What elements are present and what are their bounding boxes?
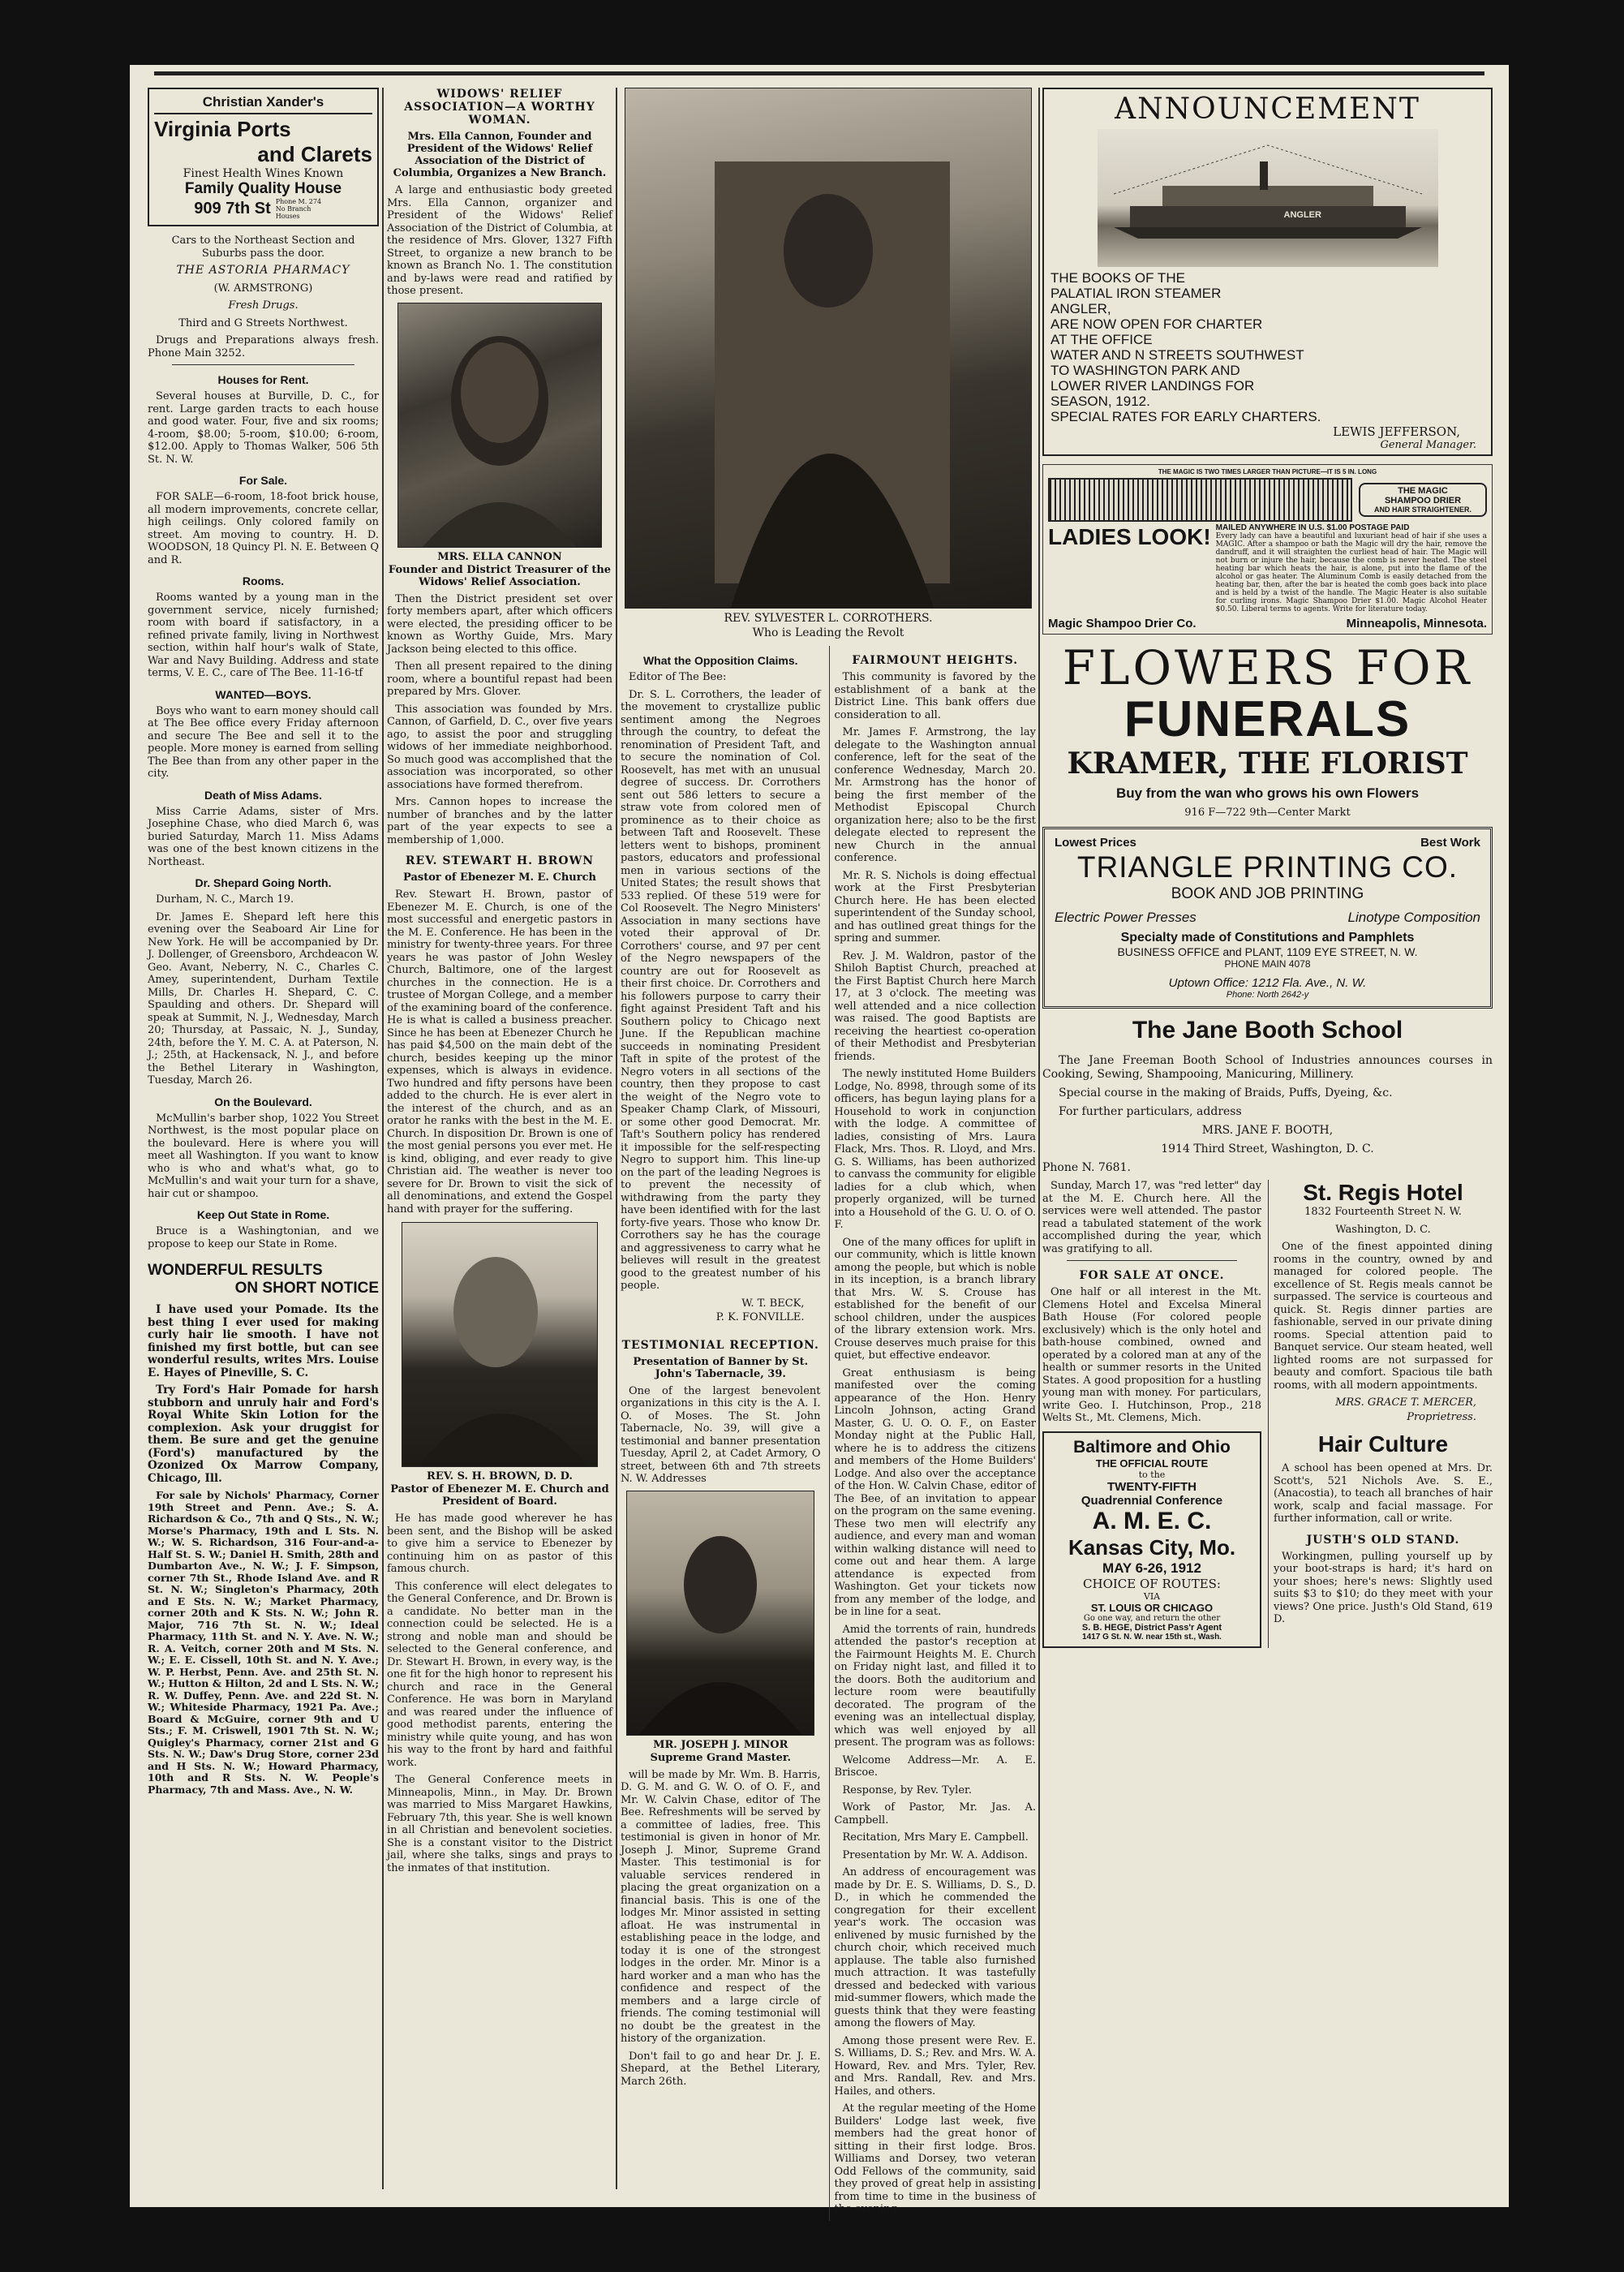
widows-p4: This association was founded by Mrs. Cannon, of Garfield, D. C., over five years ago, to assist the poor and struggling widows of her immediate neighborhood. So much good was accomplished that the association was incorporated, so other associations have formed therefrom. — [387, 703, 612, 791]
ladies-look: LADIES LOOK! — [1048, 524, 1211, 549]
opposition-p1: Dr. S. L. Corrothers, the leader of the movement to crystallize public sentiment among the Negroes through the country, to defeat the renomination of President Taft, and to secure the nomination of Col. Roosevelt, has met with an unusual degree of success. Dr. Corrothers sent out 586 letters to secure a straw vote from colored men of prominence as to their choice as between Taft and Roosevelt. These letters went to bishops, prominent pastors, educators and professional men in various sections of the United States; the result shows that 533 replied. Of these 519 were for Col Roosevelt. The Negro Ministers' Association in many sections have voted their approval of Dr. Corrothers' course, and 97 per cent of the Negro newspapers of the country are out for Roosevelt as their first choice. Dr. Corrothers and his followers purpose to carry their fight against President Taft and his Southern policy to Chicago next June. If the Republican machine succeeds in nominating President Taft in spite of the protest of the Negro voters in all sections of the country, then they propose to cast the weight of the Negro vote to Speaker Champ Clark, of Missouri, or some other good Democrat. Mr. Taft's Southern policy has rendered it impossible for the self-respecting Negro to support him. This line-up on the part of the leading Negroes is to prevent the necessity of withdrawing from the party they have been identified with for the last forty-five years. Those who know Dr. Corrothers say he has the courage and aggressiveness to carry what he believes will result in the greatest good to the greatest number of his people. — [621, 688, 821, 1292]
magic-city: Minneapolis, Minnesota. — [1346, 617, 1487, 630]
justh-text: Workingmen, pulling yourself up by your boot-straps is hard; it's hard on your shoes; here's news: Slightly used suits $3 to $10; do they meet with your views? One price. Justh's Old Stand, 619 D. — [1274, 1550, 1493, 1625]
xander-ad — [148, 88, 379, 226]
stregis-addr2: Washington, D. C. — [1335, 1223, 1431, 1236]
column-4 — [1042, 88, 1493, 2189]
booth-p4: MRS. JANE F. BOOTH, — [1201, 1124, 1334, 1137]
fairmount-p4: Rev. J. M. Waldron, pastor of the Shiloh Baptist Church, preached at the First Baptist Church here March 17, at 3 o'clock. The meeting was well attended and a nice collection was raised. The good Baptists are receiving the heartiest co-operation of their Methodist and Presbyterian friends. — [834, 949, 1036, 1063]
announcement-line: SPECIAL RATES FOR EARLY CHARTERS. — [1050, 409, 1321, 424]
bo-l5: Quadrennial Conference — [1081, 1493, 1223, 1508]
widows-p3: Then all present repaired to the dining room, where a bountiful repast had been prepared by Mrs. Glover. — [387, 661, 612, 698]
booth-p5: 1914 Third Street, Washington, D. C. — [1161, 1142, 1374, 1155]
brown-caption1: REV. S. H. BROWN, D. D. — [427, 1470, 573, 1482]
rooms-text: Rooms wanted by a young man in the government service, nicely furnished; room with board if satisfactory, in a refined private family, living in Northwest section, within half hour's walk of State, War and Navy Building. Address and state terms, V. E. C., care of The Bee. 11-16-tf — [148, 592, 379, 679]
bo-l1: Baltimore and Ohio — [1073, 1437, 1231, 1457]
booth-p6: Phone N. 7681. — [1042, 1161, 1131, 1174]
announcement-line: PALATIAL IRON STEAMER — [1050, 286, 1222, 301]
fairmount-p7: Great enthusiasm is being manifested over the coming appearance of the Hon. Henry Lincoln Johnson, acting Grand Master, G. U. O. O. F., on Easter Monday night at the Public Hall, where he is to address the citizens and members of the Home Builders' Lodge. And also over the acceptance of the Hon. W. Calvin Chase, editor of The Bee, of an invitation to appear on the program on the same evening. These two men will electrify any audience, and every man and woman within walking distance will need to come out and hear them. A large attendance is expected from Washington. Get your tickets now from any member of the lodge, and be in line for a seat. — [834, 1366, 1036, 1618]
wonderful-title2: ON SHORT NOTICE — [234, 1280, 379, 1297]
minor-photo — [626, 1491, 814, 1736]
death-title: Death of Miss Adams. — [204, 788, 322, 802]
minor-caption2: Supreme Grand Master. — [650, 1751, 792, 1764]
announcement-ad — [1042, 88, 1493, 456]
brown-caption2: Pastor of Ebenezer M. E. Church and President of Board. — [390, 1483, 609, 1508]
bo-ad — [1042, 1431, 1261, 1648]
testimonial-sub: Presentation of Banner by St. John's Tabernacle, 39. — [633, 1355, 809, 1380]
top-rule — [154, 71, 1484, 75]
steamer-label: ANGLER — [1283, 210, 1321, 220]
brown-p4: The General Conference meets in Minneapolis, Minn., in May. Dr. Brown was married to Miss Margaret Hawkins, February 7th, this year. She is well known in all Christian and benevolent societies. She is a constant visitor to the District jail, where she talks, sings and prays to the inmates of that institution. — [387, 1774, 612, 1874]
hair-text: A school has been opened at Mrs. Dr. Scott's, 521 Nichols Ave. S. E., (Anacostia), to teach all branches of hair work, scalp and facial massage. For further information, call or write. — [1274, 1462, 1493, 1525]
bo-l12: Go one way, and return the other — [1083, 1613, 1221, 1623]
testimonial-p2: will be made by Mr. Wm. B. Harris, D. G. M. and G. W. O. of O. F., and Mr. W. Calvin Chase, editor of The Bee. Refreshments will be served by a committee of ladies, free. This testimonial is given in honor of Mr. Joseph J. Minor, Supreme Grand Master. This testimonial is for valuable services rendered in placing the great organization on a financial basis. This is one of the lodges Mr. Minor assisted in setting afloat. He was instrumental in establishing peace in the lodge, and today it is one of the strongest lodges in the order. Mr. Minor is a hard worker and a man who has the confidence and respect of the members and a large circle of friends. The coming testimonial will no doubt be the greatest in the history of the organization. — [621, 1768, 821, 2045]
booth-p1: The Jane Freeman Booth School of Industries announces courses in Cooking, Sewing, Shampooing, Manicuring, Millinery. — [1042, 1054, 1493, 1081]
kramer-ad — [1042, 640, 1493, 819]
bo-l4: TWENTY-FIFTH — [1107, 1479, 1197, 1494]
fairmount-p8: Amid the torrents of rain, hundreds attended the pastor's reception at the Fairmount Heights M. E. Church on Friday night last, and filled it to the doors. Both the auditorium and lecture room were beautifully decorated. The program of the evening was an intellectual display, which was well enjoyed by all present. The program was as follows: — [834, 1623, 1036, 1749]
astoria-line1: Cars to the Northeast Section and Suburbs pass the door. — [171, 235, 355, 260]
magic-top: THE MAGIC IS TWO TIMES LARGER THAN PICTURE—IT IS 5 IN. LONG — [1158, 468, 1377, 475]
triangle-phone: PHONE MAIN 4078 — [1224, 958, 1311, 970]
opposition-sig1: W. T. BECK, — [741, 1297, 805, 1310]
ella-caption2: Founder and District Treasurer of the Widows' Relief Association. — [388, 563, 612, 588]
corrothers-caption1: REV. SYLVESTER L. CORROTHERS. — [724, 612, 933, 625]
announcement-line: WATER AND N STREETS SOUTHWEST — [1050, 347, 1304, 363]
boulevard-title: On the Boulevard. — [214, 1095, 312, 1108]
xander-wines: Finest Health Wines Known — [183, 167, 344, 180]
wonderful-p1: I have used your Pomade. Its the best thing I ever used for making curly hair lie smooth. I have not finished my first bottle, but can see wonderful results, writes Mrs. Louise E. Hayes of Pineville, S. C. — [148, 1303, 379, 1379]
booth-p3: For further particulars, address — [1059, 1105, 1242, 1118]
magic-ad — [1042, 464, 1493, 635]
brown-title: REV. STEWART H. BROWN — [405, 854, 595, 867]
widows-sub: Mrs. Ella Cannon, Founder and President of the Widows' Relief Association of the District of Columbia, Organizes a New Branch. — [393, 131, 607, 179]
triangle-addr: BUSINESS OFFICE and PLANT, 1109 EYE STREET, N. W. — [1117, 945, 1418, 958]
magic-body: Every lady can have a beautiful and luxuriant head of hair if she uses a MAGIC. After a shampoo or bath the Magic will dry the hair, remove the dandruff, and it will straighten the curliest head of hair. The Magic will not burn or injure the hair, because the comb is never heated. The steel heating bar which heats the hair, is alone, put into the flame of the alcohol or gas heater. The Aluminum Comb is easily detached from the heating bar, then, after the bar is heated the comb goes back into place and is held by a twist of the handle. The Magic Heater is also suitable for curling irons. Magic Shampoo Drier $1.00. Magic Alcohol Heater $0.50. Liberal terms to agents. Write for literature today. — [1215, 532, 1487, 613]
minor-caption1: MR. JOSEPH J. MINOR — [653, 1738, 788, 1751]
triangle-uptown-phone: Phone: North 2642-y — [1226, 990, 1309, 1000]
column-3 — [621, 88, 1036, 2215]
stregis-sig2: Proprietress. — [1407, 1410, 1476, 1423]
testimonial-p3: Don't fail to go and hear Dr. J. E. Shepard, at the Bethel Literary, March 26th. — [621, 2050, 821, 2088]
stregis-text: One of the finest appointed dining rooms in the country, owned by and managed for colored people. The excellence of St. Regis meals cannot be surpassed. The service is courteous and quick. St. Regis dinner parties are fashionable, served in our private dining rooms. Special attention paid to Banquet service. Our steam heated, well lighted rooms are not surpassed for beauty and comfort. Spacious tile bath rooms, with all modern appointments. — [1274, 1241, 1493, 1392]
announcement-line: SEASON, 1912. — [1050, 394, 1150, 409]
ella-cannon-photo — [397, 303, 602, 548]
testimonial-title: TESTIMONIAL RECEPTION. — [621, 1338, 819, 1352]
houses-title: Houses for Rent. — [217, 373, 309, 386]
stregis-title: St. Regis Hotel — [1303, 1180, 1463, 1205]
opposition-sig2: P. K. FONVILLE. — [715, 1311, 805, 1323]
wonderful-p2: Try Ford's Hair Pomade for harsh stubborn and unruly hair and Ford's Royal White Skin Lotion for the complexion. Ask your druggist for them. Be sure and get the genuine (Ford's) manufactured by the Ozonized Ox Marrow Company, Chicago, Ill. — [148, 1383, 379, 1485]
astoria-owner: (W. ARMSTRONG) — [213, 282, 313, 295]
corrothers-caption2: Who is Leading the Revolt — [752, 626, 904, 639]
bo-l3: to the — [1138, 1469, 1166, 1480]
boys-text: Boys who want to earn money should call at The Bee office every Friday afternoon and secure The Bee and sell it to the people. More money is earned from selling The Bee than from any other paper in the city. — [148, 704, 379, 780]
announcement-text — [1050, 270, 1484, 424]
widows-p2: Then the District president set over forty members apart, after which officers were elected, the presiding officer to be known as Worthy Guide, Mrs. Mary Jackson being elected to this office. — [387, 592, 612, 656]
astoria-name: THE ASTORIA PHARMACY — [176, 264, 350, 277]
announcement-title: ANNOUNCEMENT — [1115, 93, 1420, 126]
column-2 — [387, 88, 612, 2189]
kramer-l2: FUNERALS — [1123, 691, 1411, 747]
forsale-title: For Sale. — [238, 474, 288, 487]
column-rule — [382, 88, 384, 2189]
death-text: Miss Carrie Adams, sister of Mrs. Josephine Chase, who died March 6, was buried Saturday, March 11. Miss Adams was one of the best known citizens in the Northeast. — [148, 805, 379, 868]
wonderful-p3: For sale by Nichols' Pharmacy, Corner 19th Street and Penn. Ave.; S. A. Richardson & Co., 7th and Q Sts., N. W.; Morse's Pharmacy, 19th and L Sts. N. W.; W. S. Richardson, 316 Four-and-a-Half St. S. W.; Daniel H. Smith, 28th and Dumbarton Ave., N. W.; J. F. Simpson, corner 7th St., Rhode Island Ave. and R St. N. W.; Singleton's Pharmacy, 20th and E Sts. N. W.; Market Pharmacy, corner 20th and K Sts. N. W.; John R. Major, 716 7th St. N. W.; Ideal Pharmacy, 11th St. and N. Y. Ave. N. W.; R. A. Veitch, corner 20th and M Sts. N. W.; E. E. Cissell, 10th St. and N. Y. Ave.; W. P. Herbst, Penn. Ave. and 25th St. N. W.; Hutton & Hilton, 2d and L Sts. N. W.; R. W. Duffey, Penn. Ave. and 22d St. N. W.; Whiteside Pharmacy, 1921 Pa. Ave.; Board & McGuire, corner 9th and U Sts.; F. M. Criswell, 1901 7th St. N. W.; Quigley's Pharmacy, corner 21st and G Sts. N. W.; Daw's Drug Store, corner 23d and H Sts. N. W.; Howard Pharmacy, 10th and R Sts. N. W. People's Pharmacy, 7th and Mass. Ave., N. W. — [148, 1489, 379, 1796]
shepard-p1: Durham, N. C., March 19. — [156, 893, 294, 906]
opposition-title: What the Opposition Claims. — [642, 654, 798, 667]
newspaper-page — [130, 65, 1509, 2215]
astoria-line2: Drugs and Preparations always fresh. Phone Main 3252. — [148, 334, 379, 359]
booth-p2: Special course in the making of Braids, Puffs, Dyeing, &c. — [1059, 1087, 1393, 1099]
kramer-l1: FLOWERS FOR — [1062, 640, 1473, 695]
col4-right — [1268, 1180, 1493, 1648]
boulevard-text2: Bruce is a Washingtonian, and we propose to keep our State in Rome. — [148, 1225, 379, 1250]
boulevard-sub: Keep Out State in Rome. — [196, 1208, 330, 1221]
column-rule — [616, 88, 617, 2189]
fairmount-p1: This community is favored by the establishment of a bank at the District Line. This bank offers due consideration to all. — [834, 671, 1036, 721]
magic-brand3: AND HAIR STRAIGHTENER. — [1373, 506, 1471, 514]
triangle-p2: Linotype Composition — [1347, 910, 1480, 925]
magic-brand1: THE MAGIC — [1398, 486, 1448, 496]
triangle-name: TRIANGLE PRINTING CO. — [1076, 850, 1459, 884]
kramer-l4: Buy from the wan who grows his own Flowers — [1115, 785, 1420, 801]
xander-family: Family Quality House — [184, 180, 342, 197]
houses-text: Several houses at Burville, D. C., for rent. Large garden tracts to each house and good water. Four, five and six rooms; 4-room, $8.00; 5-room, $10.00; 6-room, $12.00. Apply to Thomas Walker, 506 5th St. N. W. — [148, 390, 379, 466]
fairmount-p2: Mr. James F. Armstrong, the lay delegate to the Washington annual conference, left for the seat of the conference Wednesday, March 20. Mr. Armstrong has the honor of being the first member of the Methodist Episcopal Church organization here; also to be the first delegate elected to represent the new Church in the annual conference. — [834, 726, 1036, 864]
shepard-p2: Dr. James E. Shepard left here this evening over the Seaboard Air Line for New York. He will be accompanied by Dr. J. Dollenger, of Greensboro, Archdeacon W. Geo. Avant, Neberry, N. C., Charles C. Amey, superintendent, Durham Textile Mills, Dr. Charles H. Shepard, C. C. Spaulding and others. Dr. Shepard will speak at Summit, N. J., Wednesday, March 20; Thursday, at Passaic, N. J., Sunday, 24th, before the Y. M. C. A. at Paterson, N. J.; 25th, at Hackensack, N. J., and before the Bethel Literary in Washington, Tuesday, March 26. — [148, 910, 379, 1087]
brown-p2: He has made good wherever he has been sent, and the Bishop will be asked to give him a service to Ebenezer by continuing him on as pastor of this famous church. — [387, 1513, 612, 1575]
rooms-title: Rooms. — [242, 574, 285, 587]
fairmount-p6: One of the many offices for uplift in our community, which is little known among the people, but which is noble in its inception, is a branch library that Mrs. W. S. Crouse has established for the benefit of our school children, under the auspices of the library extension work. Mrs. Crouse deserves much praise for this quiet, but effective endeavor. — [834, 1236, 1036, 1362]
testimonial-p1: One of the largest benevolent organizations in this city is the A. I. O. of Moses. The St. John Tabernacle, No. 39, will give a testimonial and banner presentation Tuesday, April 2, at Cadet Armory, O street, between 6th and 7th streets N. W. Addresses — [621, 1384, 821, 1485]
fairmount-article — [829, 646, 1036, 2221]
kramer-l5: 916 F—722 9th—Center Markt — [1184, 807, 1351, 819]
fairmount-p5: The newly instituted Home Builders Lodge, No. 8998, through some of its officers, has begun laying plans for a Household to work in conjunction with the lodge. A committee of ladies, consisting of Mrs. Laura Flack, Mrs. Thos. R. Lloyd, and Mrs. G. S. Williams, has been authorized to canvass the community for eligible ladies for a club which, when properly organized, will be turned into a Household of the G. U. O. of O. F. — [834, 1068, 1036, 1231]
brown-photo — [402, 1222, 598, 1467]
bo-l9: CHOICE OF ROUTES: — [1083, 1576, 1221, 1591]
announcement-line: TO WASHINGTON PARK AND — [1050, 363, 1240, 378]
magic-brand2: SHAMPOO DRIER — [1384, 496, 1462, 506]
boys-title: WANTED—BOYS. — [215, 687, 311, 701]
triangle-p1: Electric Power Presses — [1055, 910, 1197, 925]
astoria-ad — [148, 235, 379, 359]
widows-p5: Mrs. Cannon hopes to increase the number of branches and by the latter part of the year expects to see a membership of 1,000. — [387, 796, 612, 846]
xander-phone: Phone M. 274 No Branch Houses — [275, 198, 322, 220]
announcement-line: THE BOOKS OF THE — [1050, 270, 1185, 286]
booth-title: The Jane Booth School — [1132, 1017, 1403, 1043]
xander-clarets: and Clarets — [257, 142, 372, 166]
forsale-once-text: One half or all interest in the Mt. Clemens Hotel and Excelsa Mineral Bath House (For colored people exclusively) which is the only hotel and bath-house combined, owned and operated by a colored man at any of the health or summer resorts in the United States. A good proposition for a hustling young man with money. For particulars, write Geo. I. Hutchinson, Prop., 218 Welts St., Mt. Clemens, Mich. — [1042, 1286, 1261, 1424]
brown-sub: Pastor of Ebenezer M. E. Church — [403, 871, 596, 884]
announcement-sig: LEWIS JEFFERSON, — [1333, 424, 1460, 439]
stregis-addr1: 1832 Fourteenth Street N. W. — [1304, 1206, 1462, 1218]
bo-l7: Kansas City, Mo. — [1068, 1534, 1236, 1560]
announcement-line: AT THE OFFICE — [1050, 332, 1153, 347]
widows-title: WIDOWS' RELIEF ASSOCIATION—A WORTHY WOMAN. — [404, 88, 595, 127]
divider — [1067, 1260, 1237, 1261]
xander-address: 909 7th St — [194, 200, 271, 217]
forsale-once-title: FOR SALE AT ONCE. — [1079, 1269, 1225, 1282]
bo-l14: 1417 G St. N. W. near 15th st., Wash. — [1082, 1632, 1222, 1642]
fairmount-p10: Response, by Rev. Tyler. — [842, 1784, 972, 1797]
wonderful-title1: WONDERFUL RESULTS — [148, 1262, 323, 1279]
triangle-left: Lowest Prices — [1055, 836, 1136, 850]
fairmount-p9: Welcome Address—Mr. A. E. Briscoe. — [834, 1753, 1036, 1779]
fairmount-p12: Recitation, Mrs Mary E. Campbell. — [842, 1831, 1029, 1844]
fairmount-p13: Presentation by Mr. W. A. Addison. — [842, 1848, 1028, 1861]
magic-mailed: MAILED ANYWHERE IN U.S. $1.00 POSTAGE PAID — [1215, 523, 1410, 532]
xander-ports: Virginia Ports — [154, 117, 291, 141]
comb-icon — [1048, 478, 1352, 522]
bo-l8: MAY 6-26, 1912 — [1102, 1560, 1201, 1576]
magic-company: Magic Shampoo Drier Co. — [1048, 617, 1197, 630]
justh-title: JUSTH'S OLD STAND. — [1306, 1533, 1460, 1547]
fairmount-p11: Work of Pastor, Mr. Jas. A. Campbell. — [834, 1801, 1036, 1827]
booth-ad — [1042, 1017, 1493, 1175]
fairmount-p16: At the regular meeting of the Home Builders' Lodge last week, five members had the great honor of sitting in their first lodge. Bros. Williams and Dorsey, two veteran Odd Fellows of the community, said they proved of great help in assisting from time to time in the business of the evening. — [834, 2102, 1036, 2215]
stregis-sig1: MRS. GRACE T. MERCER, — [1335, 1396, 1476, 1409]
opposition-article — [621, 646, 821, 2221]
opposition-p0: Editor of The Bee: — [629, 671, 727, 683]
corrothers-photo — [625, 88, 1032, 609]
fairmount-p14: An address of encouragement was made by Dr. E. S. Williams, D. S., D. D., in which he commended the congregation for their excellent year's work. The occasion was enlivened by music furnished by the church choir, which received much applause. The table also furnished much attraction. It was tastefully dressed and bedecked with various mid-summer flowers, which made the guests think that they were feasting among the flowers of May. — [834, 1866, 1036, 2029]
forsale-text: FOR SALE—6-room, 18-foot brick house, all modern improvements, concrete cellar, high ceilings. Only colored family on street. Am moving to country. H. D. WOODSON, 18 Quincy Pl. N. E. Between Q and R. — [148, 491, 379, 566]
fairmount-p15: Among those present were Rev. E. S. Williams, D. S.; Rev. and Mrs. W. A. Howard, Rev. and Mrs. Tyler, Rev. and Mrs. Randall, Rev. and Mrs. Hailes, and others. — [834, 2034, 1036, 2098]
fairmount-p3: Mr. R. S. Nichols is doing effectual work at the First Presbyterian Church here. He has been elected superintendent of the Sunday school, and has outlined great things for the spring and summer. — [834, 869, 1036, 945]
column-1 — [148, 88, 379, 2189]
kramer-l3: KRAMER, THE FLORIST — [1067, 747, 1468, 781]
astoria-address: Third and G Streets Northwest. — [178, 316, 348, 329]
steamer-picture — [1098, 129, 1438, 267]
widows-p1: A large and enthusiastic body greeted Mrs. Ella Cannon, organizer and President of the Widows' Relief Association of the District of Columbia, at the residence of Mrs. Glover, 1327 Fifth Street, to organize a new branch to be known as Branch No. 1. The constitution and by-laws were read and ratified by those present. — [387, 184, 612, 297]
ella-caption1: MRS. ELLA CANNON — [437, 550, 562, 563]
bo-l2: THE OFFICIAL ROUTE — [1095, 1457, 1209, 1469]
astoria-drugs: Fresh Drugs. — [228, 299, 299, 312]
announcement-line: ARE NOW OPEN FOR CHARTER — [1050, 316, 1263, 332]
triangle-right: Best Work — [1420, 836, 1480, 850]
triangle-sub: BOOK AND JOB PRINTING — [1171, 885, 1364, 902]
fairmount-title: FAIRMOUNT HEIGHTS. — [852, 654, 1019, 667]
bo-l11: ST. LOUIS OR CHICAGO — [1090, 1601, 1214, 1614]
divider — [172, 364, 354, 365]
bo-l10: VIA — [1143, 1590, 1161, 1602]
announcement-line: LOWER RIVER LANDINGS FOR — [1050, 378, 1255, 394]
triangle-spec: Specialty made of Constitutions and Pamphlets — [1120, 931, 1415, 945]
triangle-ad — [1042, 827, 1493, 1009]
triangle-uptown: Uptown Office: 1212 Fla. Ave., N. W. — [1168, 976, 1367, 990]
announcement-sig2: General Manager. — [1380, 439, 1476, 451]
col4-left — [1042, 1180, 1261, 1648]
xander-title: Christian Xander's — [154, 94, 372, 114]
announcement-line: ANGLER, — [1050, 301, 1111, 316]
shepard-title: Dr. Shepard Going North. — [195, 876, 332, 889]
brown-p1: Rev. Stewart H. Brown, pastor of Ebenezer M. E. Church, is one of the most successful and energetic pastors in the M. E. Conference. He has been in the ministry for twenty-three years. For three years he was pastor of John Wesley Church, Baltimore, one of the largest churches in the connection. He is a trustee of Morgan College, and a member of the examining board of the conference. He is what is called a business preacher. Since he has been at Ebenezer Church he has paid $4,500 on the main debt of the church, besides keeping up the minor expenses, which is always in evidence. Two hundred and fifty persons have been added to the church. He is ever alert in the interest of the church, and as an orator he ranks with the best in the M. E. Church. In disposition Dr. Brown is one of the most genial persons you ever met. He is kind, obliging, and ever ready to give Christian aid. The weather is never too severe for Dr. Brown to visit the sick of all denominations, and extend the Gospel hand with prayer for the suffering. — [387, 889, 612, 1216]
bo-l13: S. B. HEGE, District Pass'r Agent — [1081, 1622, 1222, 1633]
redletter-text: Sunday, March 17, was "red letter" day at the M. E. Church here. All the services were well attended. The pastor read a tabulated statement of the work accomplished during the year, which was gratifying to all. — [1042, 1180, 1261, 1255]
column-rule — [1038, 88, 1040, 2189]
hair-title: Hair Culture — [1317, 1431, 1449, 1457]
boulevard-text: McMullin's barber shop, 1022 You Street Northwest, is the most popular place on the boulevard. Here is where you will meet all Washington. If you want to know who is who and what's what, go to McMullin's and wait your turn for a shave, hair cut or shampoo. — [148, 1112, 379, 1200]
bo-l6: A. M. E. C. — [1092, 1507, 1212, 1534]
brown-p3: This conference will elect delegates to the General Conference, and Dr. Brown is a candidate. No better man in the connection could be selected. He is a strong and noble man and should be selected to the General conference, and Dr. Stewart H. Brown, in every way, is the one fit for the high honor to represent his church and race in the General Conference. He was born in Maryland and was reared under the influence of good methodist parents, entering the ministry while quite young, and has won his way to the front by hard and faithful work. — [387, 1580, 612, 1769]
